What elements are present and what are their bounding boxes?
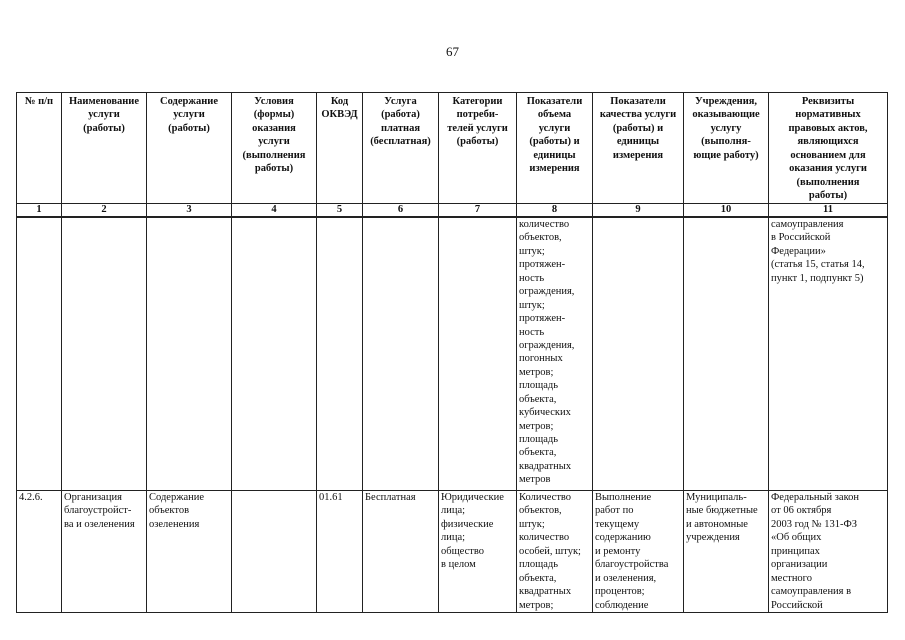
col-number: 11 [769, 204, 888, 218]
col-header: Показатели объема услуги (работы) и единицы измерения [517, 93, 593, 204]
table-cell: Бесплатная [363, 491, 439, 613]
table-cell: Выполнение работ по текущему содержанию и ремонту благоустройства и озеленения, процентов; соблюдение [593, 491, 684, 613]
table-cell: Содержание объектов озеленения [147, 491, 232, 613]
col-header: Содержание услуги (работы) [147, 93, 232, 204]
services-table [16, 92, 888, 613]
table-cell [62, 217, 147, 491]
page-number: 67 [446, 44, 459, 59]
table-row [17, 217, 888, 491]
col-number: 7 [439, 204, 517, 218]
table-row [17, 491, 888, 613]
table-cell [232, 217, 317, 491]
column-number-row [17, 204, 888, 218]
table-cell: Муниципаль- ные бюджетные и автономные учреждения [684, 491, 769, 613]
header-row [17, 93, 888, 204]
table-cell: Юридические лица; физические лица; общество в целом [439, 491, 517, 613]
col-number: 10 [684, 204, 769, 218]
table-cell: количество объектов, штук; протяжен- ность ограждения, штук; протяжен- ность ограждения, погонных метров; площадь объекта, кубических метров; площадь объекта, квадратных метров [517, 217, 593, 491]
table-cell: Федеральный закон от 06 октября 2003 год № 131-ФЗ «Об общих принципах организации местного самоуправления в Российской [769, 491, 888, 613]
col-header: Условия (формы) оказания услуги (выполнения работы) [232, 93, 317, 204]
col-number: 2 [62, 204, 147, 218]
col-header: Наименование услуги (работы) [62, 93, 147, 204]
col-header: Учреждения, оказывающие услугу (выполня- ющие работу) [684, 93, 769, 204]
col-header: Код ОКВЭД [317, 93, 363, 204]
col-header: Показатели качества услуги (работы) и единицы измерения [593, 93, 684, 204]
table-cell: самоуправления в Российской Федерации» (статья 15, статья 14, пункт 1, подпункт 5) [769, 217, 888, 491]
table-cell [232, 491, 317, 613]
table-cell: Количество объектов, штук; количество особей, штук; площадь объекта, квадратных метров; [517, 491, 593, 613]
table-cell [17, 217, 62, 491]
col-header: Реквизиты нормативных правовых актов, являющихся основанием для оказания услуги (выполнения работы) [769, 93, 888, 204]
table-cell: 4.2.6. [17, 491, 62, 613]
col-number: 3 [147, 204, 232, 218]
table-cell: Организация благоустройст- ва и озеленения [62, 491, 147, 613]
col-header: Категории потреби- телей услуги (работы) [439, 93, 517, 204]
table-cell [439, 217, 517, 491]
table-cell [363, 217, 439, 491]
table-cell [147, 217, 232, 491]
col-number: 1 [17, 204, 62, 218]
table-cell [684, 217, 769, 491]
table-cell: 01.61 [317, 491, 363, 613]
col-number: 4 [232, 204, 317, 218]
col-header: № п/п [17, 93, 62, 204]
table-cell [317, 217, 363, 491]
col-number: 8 [517, 204, 593, 218]
table-cell [593, 217, 684, 491]
col-number: 6 [363, 204, 439, 218]
col-number: 9 [593, 204, 684, 218]
col-number: 5 [317, 204, 363, 218]
col-header: Услуга (работа) платная (бесплатная) [363, 93, 439, 204]
